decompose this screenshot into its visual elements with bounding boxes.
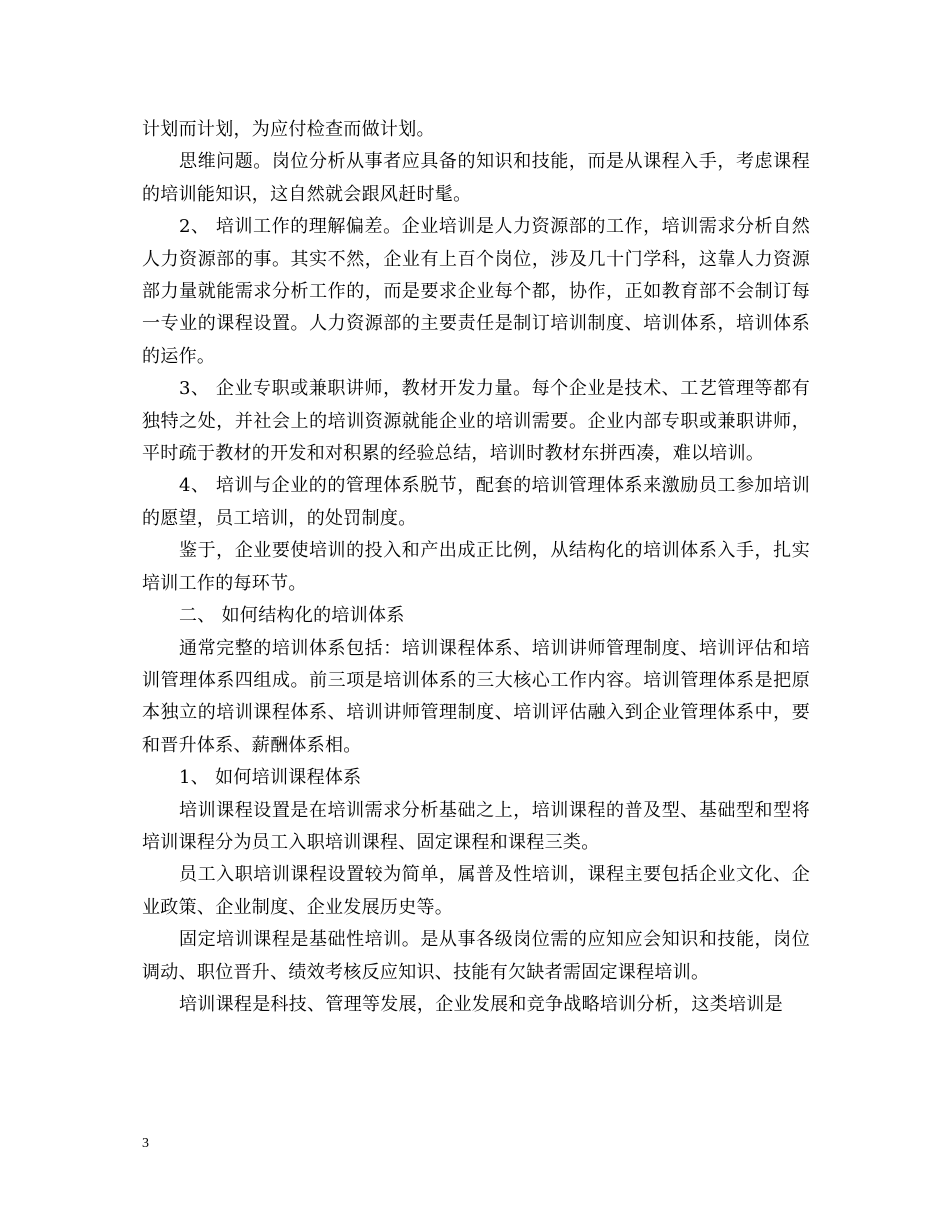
paragraph: 计划而计划，为应付检查而做计划。: [142, 119, 435, 140]
subsection-heading: 1、 如何培训课程体系: [179, 767, 362, 789]
paragraph: 培训课程是科技、管理等发展，企业发展和竞争战略培训分析，这类培训是: [179, 993, 783, 1015]
paragraph: 固定培训课程是基础性培训。是从事各级岗位需的应知应会知识和技能，岗位调动、职位晋升、绩效考核反应知识、技能有欠缺者需固定课程培训。: [142, 929, 810, 983]
paragraph: 2、 培训工作的理解偏差。企业培训是人力资源部的工作，培训需求分析自然人力资源部的事。其实不然，企业有上百个岗位，涉及几十门学科，这靠人力资源部力量就能需求分析工作的，而是要求企业每个都，协作，正如教育部不会制订每一专业的课程设置。人力资源部的主要责任是制订培训制度、培训体系，培训体系的运作。: [142, 216, 810, 367]
paragraph: 鉴于，企业要使培训的投入和产出成正比例，从结构化的培训体系入手，扎实培训工作的每环节。: [142, 540, 810, 594]
paragraph: 思维问题。岗位分析从事者应具备的知识和技能，而是从课程入手，考虑课程的培训能知识，这自然就会跟风赶时髦。: [142, 151, 810, 205]
section-heading: 二、 如何结构化的培训体系: [179, 605, 405, 627]
body-text: [142, 114, 810, 1021]
paragraph: 4、 培训与企业的的管理体系脱节，配套的培训管理体系来激励员工参加培训的愿望，员工培训，的处罚制度。: [142, 475, 810, 529]
paragraph: 员工入职培训课程设置较为简单，属普及性培训，课程主要包括企业文化、企业政策、企业制度、企业发展历史等。: [142, 864, 810, 918]
paragraph: 3、 企业专职或兼职讲师，教材开发力量。每个企业是技术、工艺管理等都有独特之处，并社会上的培训资源就能企业的培训需要。企业内部专职或兼职讲师，平时疏于教材的开发和对积累的经验总结，培训时教材东拼西凑，难以培训。: [142, 378, 810, 465]
paragraph: 培训课程设置是在培训需求分析基础之上，培训课程的普及型、基础型和型将培训课程分为员工入职培训课程、固定课程和课程三类。: [142, 799, 810, 853]
page-number: 3: [142, 1136, 149, 1151]
paragraph: 通常完整的培训体系包括：培训课程体系、培训讲师管理制度、培训评估和培训管理体系四组成。前三项是培训体系的三大核心工作内容。培训管理体系是把原本独立的培训课程体系、培训讲师管理制度、培训评估融入到企业管理体系中，要和晋升体系、薪酬体系相。: [142, 637, 810, 756]
